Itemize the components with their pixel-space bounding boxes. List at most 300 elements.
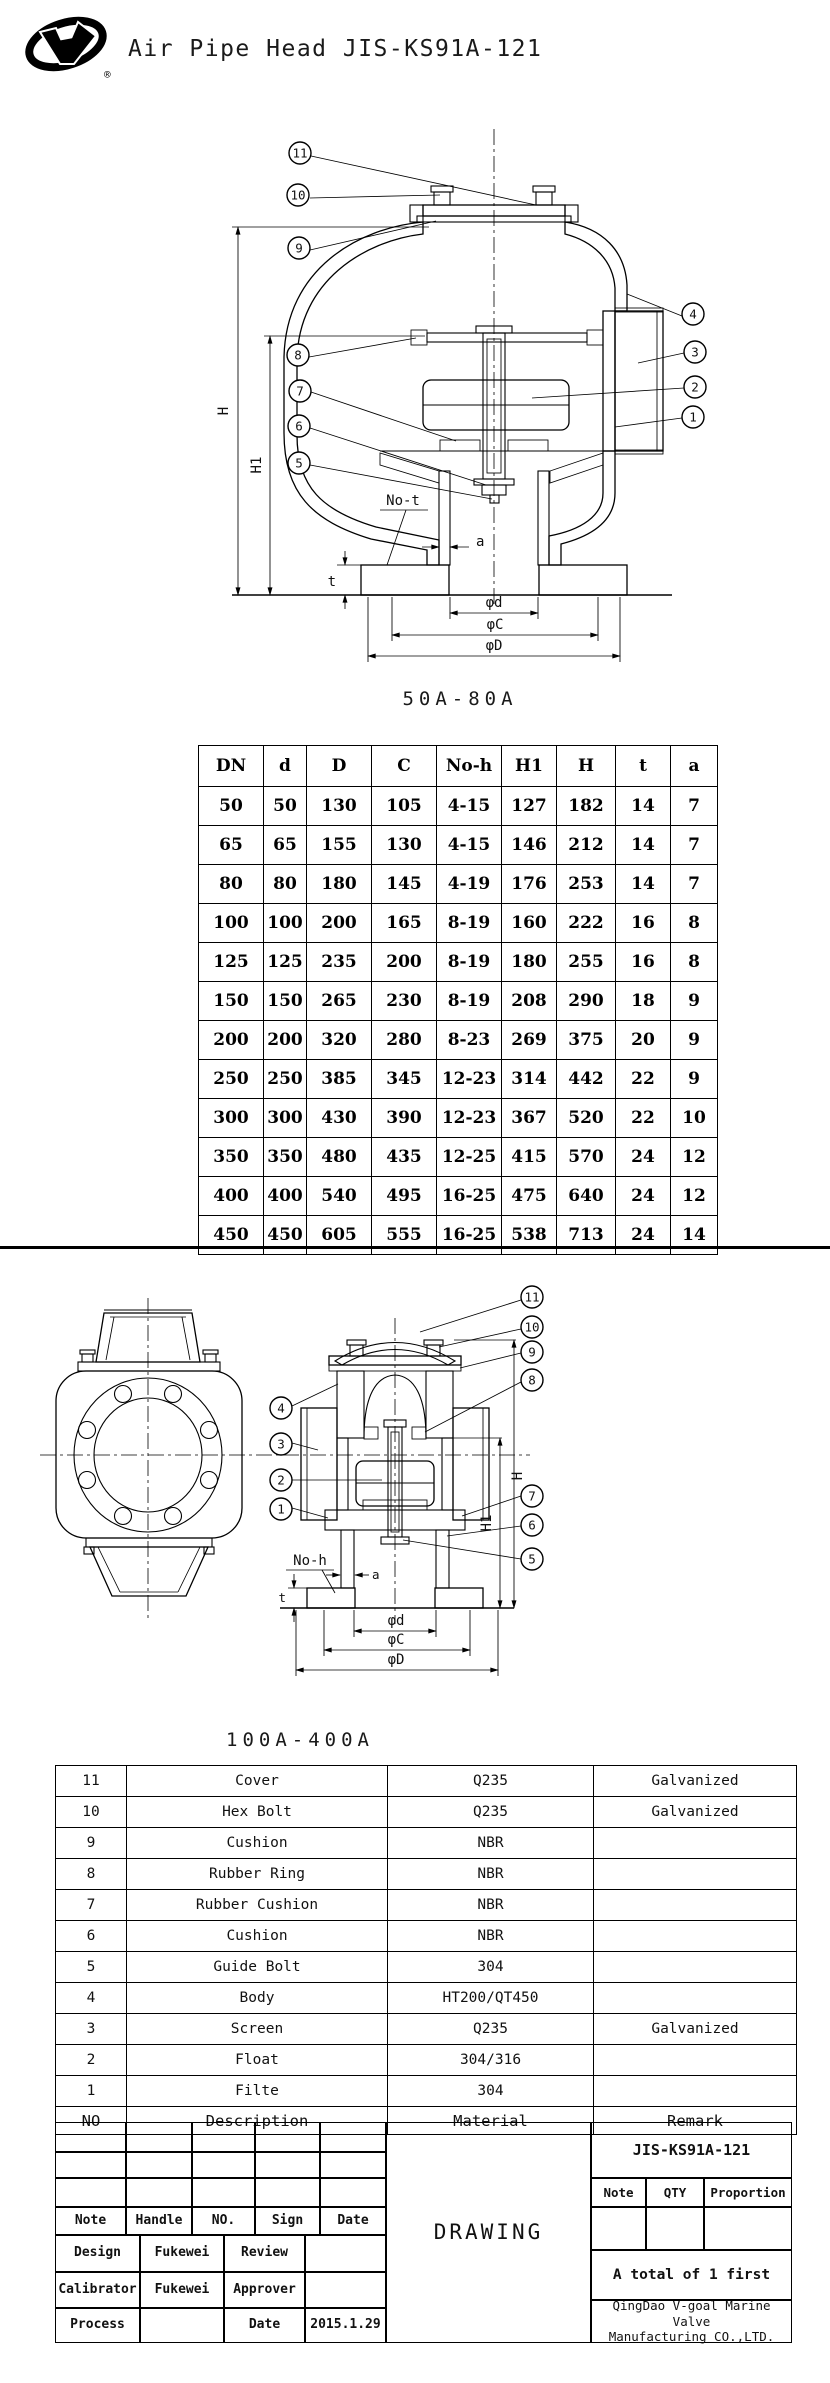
title-block-empty-cell — [192, 2122, 255, 2152]
spec-cell: 255 — [557, 943, 616, 982]
spec-cell: 9 — [671, 1060, 718, 1099]
spec-cell: 8-19 — [437, 943, 502, 982]
spec-cell: 200 — [307, 904, 372, 943]
parts-cell: 304 — [388, 1952, 594, 1983]
spec-row — [199, 904, 718, 943]
svg-text:4: 4 — [689, 306, 697, 322]
spec-cell: 105 — [372, 787, 437, 826]
parts-row — [56, 2076, 797, 2107]
spec-cell: 367 — [502, 1099, 557, 1138]
svg-text:1: 1 — [277, 1501, 285, 1517]
drawing2-callout-5 — [521, 1548, 543, 1570]
parts-cell: Hex Bolt — [127, 1797, 388, 1828]
parts-cell: 2 — [56, 2045, 127, 2076]
svg-text:5: 5 — [528, 1551, 536, 1567]
spec-cell: 160 — [502, 904, 557, 943]
parts-row — [56, 1983, 797, 2014]
label-proportion: Proportion — [704, 2178, 792, 2207]
spec-row — [199, 1138, 718, 1177]
spec-col-header: d — [264, 746, 307, 787]
spec-cell: 24 — [616, 1216, 671, 1255]
spec-cell: 250 — [199, 1060, 264, 1099]
parts-row — [56, 1890, 797, 1921]
parts-cell: Q235 — [388, 1797, 594, 1828]
dim-label-H: H — [510, 1471, 526, 1481]
title-block-empty-cell — [126, 2178, 192, 2207]
spec-cell: 18 — [616, 982, 671, 1021]
parts-cell: 9 — [56, 1828, 127, 1859]
spec-cell: 265 — [307, 982, 372, 1021]
spec-cell: 14 — [616, 787, 671, 826]
spec-row — [199, 1099, 718, 1138]
spec-col-header: DN — [199, 746, 264, 787]
spec-cell: 570 — [557, 1138, 616, 1177]
parts-cell: 5 — [56, 1952, 127, 1983]
label-process-date: Date — [224, 2308, 305, 2343]
spec-row — [199, 865, 718, 904]
spec-cell: 253 — [557, 865, 616, 904]
parts-cell: NBR — [388, 1828, 594, 1859]
spec-cell: 475 — [502, 1177, 557, 1216]
parts-cell: Cushion — [127, 1828, 388, 1859]
spec-cell: 12-23 — [437, 1099, 502, 1138]
spec-cell: 100 — [264, 904, 307, 943]
drawing2-centerlines — [40, 1298, 530, 1624]
label-date: Date — [320, 2207, 386, 2235]
spec-col-header: C — [372, 746, 437, 787]
parts-cell: 8 — [56, 1859, 127, 1890]
spec-cell: 125 — [264, 943, 307, 982]
drawing2-callout-1 — [270, 1498, 292, 1520]
spec-cell: 8-23 — [437, 1021, 502, 1060]
spec-cell: 495 — [372, 1177, 437, 1216]
spec-cell: 176 — [502, 865, 557, 904]
title-block-empty-cell — [255, 2152, 320, 2178]
title-block-empty-cell — [140, 2308, 224, 2343]
spec-cell: 65 — [199, 826, 264, 865]
svg-text:1: 1 — [689, 409, 697, 425]
drawing2-front-view — [56, 1310, 242, 1596]
spec-cell: 50 — [264, 787, 307, 826]
spec-cell: 480 — [307, 1138, 372, 1177]
drawing-type-label: DRAWING — [386, 2122, 591, 2343]
parts-cell — [594, 1890, 797, 1921]
label-calibrator: Calibrator — [55, 2272, 140, 2308]
drawing2-caption: 100A-400A — [226, 1729, 374, 1751]
spec-cell: 8-19 — [437, 982, 502, 1021]
svg-text:3: 3 — [277, 1436, 285, 1452]
drawing1-inner-lid — [411, 330, 603, 345]
spec-cell: 290 — [557, 982, 616, 1021]
label-handle: Handle — [126, 2207, 192, 2235]
spec-cell: 146 — [502, 826, 557, 865]
spec-cell: 250 — [264, 1060, 307, 1099]
spec-cell: 8 — [671, 904, 718, 943]
spec-cell: 605 — [307, 1216, 372, 1255]
drawing2-callout-11 — [521, 1286, 543, 1308]
spec-cell: 16 — [616, 904, 671, 943]
spec-cell: 200 — [372, 943, 437, 982]
drawing1-callout-5 — [288, 452, 310, 474]
drawing1-callout-10 — [287, 184, 309, 206]
parts-row — [56, 1921, 797, 1952]
title-block-empty-cell — [591, 2207, 646, 2250]
spec-cell: 538 — [502, 1216, 557, 1255]
spec-cell: 400 — [264, 1177, 307, 1216]
spec-header-row — [199, 746, 718, 787]
spec-cell: 14 — [616, 826, 671, 865]
drawing2-callout-4 — [270, 1397, 292, 1419]
dim-label-a: a — [476, 534, 485, 550]
title-block-empty-cell — [305, 2235, 386, 2272]
drawing1-callout-4 — [682, 303, 704, 325]
parts-cell: Guide Bolt — [127, 1952, 388, 1983]
spec-row — [199, 1021, 718, 1060]
spec-cell: 7 — [671, 865, 718, 904]
title-block-empty-cell — [126, 2152, 192, 2178]
drawing2-callout-10 — [521, 1316, 543, 1338]
spec-cell: 22 — [616, 1099, 671, 1138]
title-block-empty-cell — [305, 2272, 386, 2308]
parts-cell: 1 — [56, 2076, 127, 2107]
spec-col-header: a — [671, 746, 718, 787]
parts-cell: Screen — [127, 2014, 388, 2045]
company-line1: QingDao V-goal Marine Valve — [612, 2298, 771, 2329]
parts-cell: 7 — [56, 1890, 127, 1921]
dim-label-phi-C: φC — [387, 1632, 405, 1648]
svg-text:11: 11 — [524, 1289, 540, 1305]
dim-label-no-h: No-h — [293, 1553, 327, 1569]
spec-cell: 100 — [199, 904, 264, 943]
spec-cell: 450 — [199, 1216, 264, 1255]
label-note2: Note — [591, 2178, 646, 2207]
dim-label-t: t — [278, 1590, 286, 1605]
spec-row — [199, 1177, 718, 1216]
title-block-empty-cell — [192, 2152, 255, 2178]
parts-cell: Q235 — [388, 1766, 594, 1797]
spec-cell: 80 — [264, 865, 307, 904]
spec-col-header: H — [557, 746, 616, 787]
spec-cell: 400 — [199, 1177, 264, 1216]
label-note: Note — [55, 2207, 126, 2235]
spec-cell: 12 — [671, 1138, 718, 1177]
spec-cell: 65 — [264, 826, 307, 865]
parts-cell: Rubber Ring — [127, 1859, 388, 1890]
dim-label-H1: H1 — [479, 1514, 495, 1532]
company-line2: Manufacturing CO.,LTD. — [608, 2329, 775, 2345]
spec-cell: 320 — [307, 1021, 372, 1060]
svg-text:10: 10 — [524, 1319, 540, 1335]
parts-cell: 6 — [56, 1921, 127, 1952]
title-block-empty-cell — [255, 2178, 320, 2207]
spec-cell: 520 — [557, 1099, 616, 1138]
spec-cell: 10 — [671, 1099, 718, 1138]
title-block-empty-cell — [704, 2207, 792, 2250]
spec-cell: 9 — [671, 982, 718, 1021]
spec-cell: 390 — [372, 1099, 437, 1138]
spec-col-header: t — [616, 746, 671, 787]
drawing1-callout-leaders — [309, 156, 684, 499]
svg-text:3: 3 — [691, 344, 699, 360]
parts-cell: NBR — [388, 1921, 594, 1952]
spec-cell: 12 — [671, 1177, 718, 1216]
dim-label-phi-D: φD — [485, 638, 503, 654]
spec-cell: 385 — [307, 1060, 372, 1099]
title-block-empty-cell — [126, 2122, 192, 2152]
spec-cell: 16 — [616, 943, 671, 982]
parts-cell — [594, 2076, 797, 2107]
parts-cell: NBR — [388, 1859, 594, 1890]
spec-cell: 212 — [557, 826, 616, 865]
spec-col-header: H1 — [502, 746, 557, 787]
drawing2-callout-8 — [521, 1369, 543, 1391]
drawing1-caption: 50A-80A — [402, 688, 518, 710]
label-sign: Sign — [255, 2207, 320, 2235]
title-block-empty-cell — [646, 2207, 704, 2250]
spec-cell: 14 — [616, 865, 671, 904]
drawing1-callout-7 — [289, 380, 311, 402]
spec-cell: 155 — [307, 826, 372, 865]
spec-cell: 14 — [671, 1216, 718, 1255]
title-block — [55, 2122, 792, 2343]
label-process: Process — [55, 2308, 140, 2343]
spec-cell: 150 — [264, 982, 307, 1021]
spec-cell: 350 — [199, 1138, 264, 1177]
drawing2-callout-9 — [521, 1341, 543, 1363]
spec-cell: 375 — [557, 1021, 616, 1060]
parts-cell: NBR — [388, 1890, 594, 1921]
registered-mark: ® — [104, 68, 111, 80]
parts-list-table — [55, 1765, 797, 2135]
spec-cell: 4-15 — [437, 787, 502, 826]
spec-cell: 165 — [372, 904, 437, 943]
spec-cell: 230 — [372, 982, 437, 1021]
spec-cell: 442 — [557, 1060, 616, 1099]
spec-cell: 345 — [372, 1060, 437, 1099]
parts-cell — [594, 1952, 797, 1983]
title-block-empty-cell — [320, 2152, 386, 2178]
parts-cell: Float — [127, 2045, 388, 2076]
spec-col-header: No-h — [437, 746, 502, 787]
spec-cell: 24 — [616, 1138, 671, 1177]
parts-row — [56, 1766, 797, 1797]
parts-cell: Filte — [127, 2076, 388, 2107]
parts-row — [56, 2045, 797, 2076]
spec-cell: 350 — [264, 1138, 307, 1177]
title-block-empty-cell — [320, 2122, 386, 2152]
drawing1-callout-9 — [288, 237, 310, 259]
spec-row — [199, 982, 718, 1021]
label-qty: QTY — [646, 2178, 704, 2207]
dim-label-phi-d: φd — [485, 595, 503, 611]
parts-cell: Galvanized — [594, 1797, 797, 1828]
parts-cell: Cover — [127, 1766, 388, 1797]
spec-cell: 125 — [199, 943, 264, 982]
spec-cell: 435 — [372, 1138, 437, 1177]
parts-cell: Remark — [594, 2107, 797, 2135]
drawing1-callout-3 — [684, 341, 706, 363]
parts-cell: 3 — [56, 2014, 127, 2045]
spec-cell: 130 — [372, 826, 437, 865]
drawing1-screen-outlet — [615, 308, 663, 454]
svg-text:9: 9 — [528, 1344, 536, 1360]
spec-cell: 200 — [264, 1021, 307, 1060]
spec-cell: 180 — [502, 943, 557, 982]
drawing1-float — [423, 380, 569, 430]
parts-cell: NO — [56, 2107, 127, 2135]
parts-cell: Galvanized — [594, 1766, 797, 1797]
parts-cell — [594, 1921, 797, 1952]
parts-cell: Q235 — [388, 2014, 594, 2045]
spec-cell: 150 — [199, 982, 264, 1021]
parts-row — [56, 1859, 797, 1890]
parts-cell — [594, 1983, 797, 2014]
spec-cell: 182 — [557, 787, 616, 826]
svg-text:10: 10 — [290, 187, 306, 203]
spec-cell: 300 — [199, 1099, 264, 1138]
spec-row — [199, 826, 718, 865]
spec-cell: 180 — [307, 865, 372, 904]
title-block-empty-cell — [55, 2152, 126, 2178]
parts-cell: 304/316 — [388, 2045, 594, 2076]
drawing1-callout-2 — [684, 376, 706, 398]
spec-cell: 4-15 — [437, 826, 502, 865]
spec-cell: 415 — [502, 1138, 557, 1177]
title-block-empty-cell — [55, 2122, 126, 2152]
dim-label-phi-d: φd — [387, 1613, 405, 1629]
spec-cell: 50 — [199, 787, 264, 826]
spec-row — [199, 1060, 718, 1099]
dim-label-no-t: No-t — [386, 493, 420, 509]
spec-cell: 130 — [307, 787, 372, 826]
parts-row — [56, 1797, 797, 1828]
parts-cell — [594, 1828, 797, 1859]
spec-cell: 9 — [671, 1021, 718, 1060]
svg-text:9: 9 — [295, 240, 303, 256]
parts-cell — [594, 1859, 797, 1890]
title-block-empty-cell — [192, 2178, 255, 2207]
parts-cell — [594, 2045, 797, 2076]
drawing2-callout-2 — [270, 1469, 292, 1491]
company-name — [591, 2300, 792, 2343]
spec-cell: 300 — [264, 1099, 307, 1138]
label-review: Review — [224, 2235, 305, 2272]
title-block-empty-cell — [255, 2122, 320, 2152]
svg-text:8: 8 — [528, 1372, 536, 1388]
svg-text:7: 7 — [296, 383, 304, 399]
parts-cell: Rubber Cushion — [127, 1890, 388, 1921]
parts-cell: 304 — [388, 2076, 594, 2107]
parts-row — [56, 1828, 797, 1859]
drawing2-callout-7 — [521, 1485, 543, 1507]
spec-cell: 555 — [372, 1216, 437, 1255]
spec-row — [199, 943, 718, 982]
total-note: A total of 1 first — [591, 2250, 792, 2300]
svg-text:7: 7 — [528, 1488, 536, 1504]
spec-cell: 16-25 — [437, 1216, 502, 1255]
spec-cell: 450 — [264, 1216, 307, 1255]
dim-label-H: H — [216, 406, 232, 416]
spec-cell: 200 — [199, 1021, 264, 1060]
parts-row — [56, 2014, 797, 2045]
spec-col-header: D — [307, 746, 372, 787]
spec-cell: 7 — [671, 787, 718, 826]
drawing1-callout-1 — [682, 406, 704, 428]
svg-text:4: 4 — [277, 1400, 285, 1416]
spec-cell: 222 — [557, 904, 616, 943]
dim-label-phi-C: φC — [486, 617, 504, 633]
spec-cell: 12-23 — [437, 1060, 502, 1099]
parts-row — [56, 1952, 797, 1983]
spec-cell: 208 — [502, 982, 557, 1021]
parts-cell: HT200/QT450 — [388, 1983, 594, 2014]
label-no: NO. — [192, 2207, 255, 2235]
dim-label-phi-D: φD — [387, 1652, 405, 1668]
process-date-value: 2015.1.29 — [305, 2308, 386, 2343]
svg-text:6: 6 — [295, 418, 303, 434]
spec-cell: 7 — [671, 826, 718, 865]
parts-cell: 10 — [56, 1797, 127, 1828]
drawing2-callout-6 — [521, 1514, 543, 1536]
drawing1-bottom-flange — [232, 565, 672, 595]
spec-cell: 24 — [616, 1177, 671, 1216]
dim-label-t: t — [327, 574, 336, 590]
drawing1-section-view — [140, 95, 710, 715]
parts-cell: 11 — [56, 1766, 127, 1797]
spec-cell: 640 — [557, 1177, 616, 1216]
label-design: Design — [55, 2235, 140, 2272]
spec-cell: 145 — [372, 865, 437, 904]
spec-row — [199, 787, 718, 826]
drawing1-callout-6 — [288, 415, 310, 437]
company-logo-icon — [22, 12, 114, 80]
drawing1-callout-8 — [287, 344, 309, 366]
parts-cell: Material — [388, 2107, 594, 2135]
dim-label-H1: H1 — [249, 456, 265, 474]
spec-cell: 20 — [616, 1021, 671, 1060]
spec-cell: 22 — [616, 1060, 671, 1099]
page-title: Air Pipe Head JIS-KS91A-121 — [128, 36, 543, 62]
parts-cell: 4 — [56, 1983, 127, 2014]
spec-cell: 269 — [502, 1021, 557, 1060]
spec-cell: 16-25 — [437, 1177, 502, 1216]
spec-cell: 713 — [557, 1216, 616, 1255]
drawing1-dimensions — [216, 227, 620, 662]
parts-cell: Cushion — [127, 1921, 388, 1952]
calibrator-name: Fukewei — [140, 2272, 224, 2308]
spec-cell: 430 — [307, 1099, 372, 1138]
svg-text:8: 8 — [294, 347, 302, 363]
spec-cell: 12-25 — [437, 1138, 502, 1177]
parts-cell: Galvanized — [594, 2014, 797, 2045]
drawing1-body-shell — [284, 222, 627, 565]
svg-text:2: 2 — [691, 379, 699, 395]
label-approver: Approver — [224, 2272, 305, 2308]
parts-cell: Description — [127, 2107, 388, 2135]
dimension-spec-table — [198, 745, 718, 1255]
dim-label-a: a — [372, 1567, 380, 1582]
spec-cell: 4-19 — [437, 865, 502, 904]
svg-text:2: 2 — [277, 1472, 285, 1488]
svg-text:5: 5 — [295, 455, 303, 471]
spec-cell: 8-19 — [437, 904, 502, 943]
spec-cell: 8 — [671, 943, 718, 982]
spec-cell: 540 — [307, 1177, 372, 1216]
drawing2-views — [30, 1280, 550, 1695]
section-divider-line — [0, 1246, 830, 1249]
designer-name: Fukewei — [140, 2235, 224, 2272]
svg-text:6: 6 — [528, 1517, 536, 1533]
